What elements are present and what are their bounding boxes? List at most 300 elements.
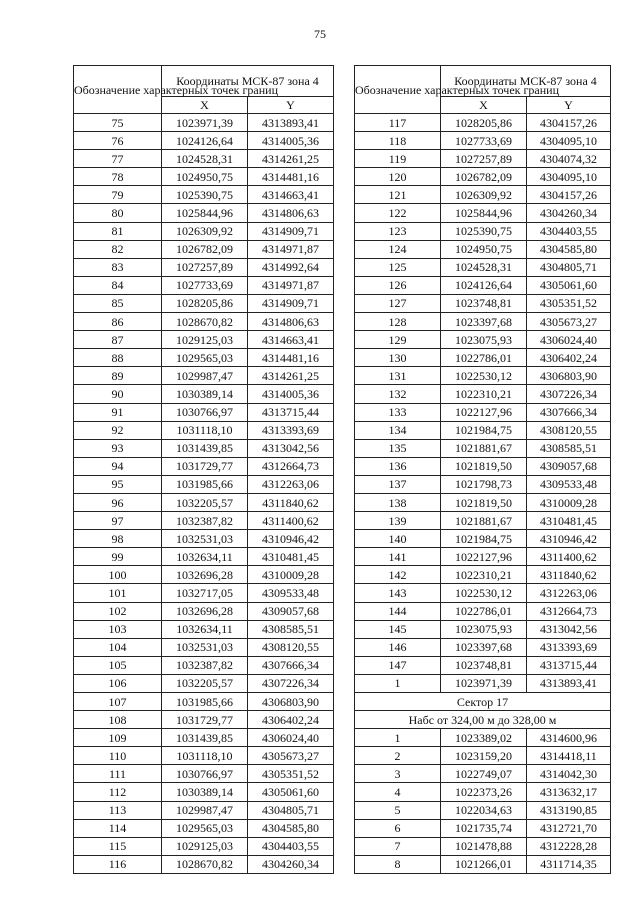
y-coordinate: 4305673,27 [527,313,611,331]
table-row [74,656,334,674]
x-coordinate: 1023971,39 [441,674,527,692]
table-row [74,421,334,439]
y-coordinate: 4304095,10 [527,132,611,150]
point-number: 121 [355,186,441,204]
point-number: 109 [74,729,162,747]
y-coordinate: 4307666,34 [527,403,611,421]
point-number: 77 [74,150,162,168]
y-coordinate: 4308585,51 [527,439,611,457]
x-coordinate: 1022786,01 [441,349,527,367]
section-subtitle: Набс от 324,00 м до 328,00 м [355,711,611,729]
header-coordinates: Координаты МСК-87 зона 4 [441,66,611,97]
y-coordinate: 4306024,40 [248,729,334,747]
table-row [74,530,334,548]
point-number: 134 [355,421,441,439]
table-row [74,132,334,150]
table-row [355,638,611,656]
point-number: 112 [74,783,162,801]
x-coordinate: 1022127,96 [441,548,527,566]
table-row [355,747,611,765]
x-coordinate: 1031439,85 [162,439,248,457]
x-coordinate: 1024950,75 [441,240,527,258]
x-coordinate: 1022749,07 [441,765,527,783]
y-coordinate: 4313715,44 [527,656,611,674]
point-number: 113 [74,801,162,819]
table-row [355,186,611,204]
left-table-body [74,114,334,874]
point-number: 101 [74,584,162,602]
table-row [355,620,611,638]
x-coordinate: 1022373,26 [441,783,527,801]
x-coordinate: 1031985,66 [162,475,248,493]
table-row [355,457,611,475]
point-number: 147 [355,656,441,674]
table-row [355,837,611,855]
y-coordinate: 4304805,71 [248,801,334,819]
point-number: 126 [355,276,441,294]
point-number: 141 [355,548,441,566]
y-coordinate: 4304585,80 [248,819,334,837]
point-number: 144 [355,602,441,620]
header-x: X [162,97,248,114]
table-row [74,222,334,240]
point-number: 120 [355,168,441,186]
x-coordinate: 1025390,75 [162,186,248,204]
y-coordinate: 4313393,69 [248,421,334,439]
point-number: 136 [355,457,441,475]
x-coordinate: 1027257,89 [441,150,527,168]
x-coordinate: 1032387,82 [162,512,248,530]
point-number: 130 [355,349,441,367]
y-coordinate: 4304585,80 [527,240,611,258]
y-coordinate: 4309057,68 [527,457,611,475]
point-number: 131 [355,367,441,385]
x-coordinate: 1030766,97 [162,765,248,783]
x-coordinate: 1032531,03 [162,530,248,548]
y-coordinate: 4311400,62 [527,548,611,566]
x-coordinate: 1024126,64 [441,276,527,294]
table-row [74,493,334,511]
x-coordinate: 1028205,86 [441,114,527,132]
point-number: 100 [74,566,162,584]
point-number: 87 [74,331,162,349]
point-number: 146 [355,638,441,656]
table-row [74,186,334,204]
table-row [74,457,334,475]
y-coordinate: 4314663,41 [248,331,334,349]
y-coordinate: 4304403,55 [527,222,611,240]
table-row [74,602,334,620]
header-designation: Обозначение характерных точек границ [355,66,441,114]
y-coordinate: 4314261,25 [248,367,334,385]
point-number: 116 [74,855,162,873]
point-number: 106 [74,674,162,692]
y-coordinate: 4314971,87 [248,240,334,258]
x-coordinate: 1031118,10 [162,747,248,765]
section-title-row [355,693,611,711]
table-row [74,204,334,222]
x-coordinate: 1032634,11 [162,548,248,566]
point-number: 108 [74,711,162,729]
x-coordinate: 1023971,39 [162,114,248,132]
x-coordinate: 1026782,09 [162,240,248,258]
y-coordinate: 4311714,35 [527,855,611,873]
table-row [74,566,334,584]
y-coordinate: 4306402,24 [248,711,334,729]
table-row [74,548,334,566]
table-row [355,512,611,530]
point-number: 76 [74,132,162,150]
y-coordinate: 4310009,28 [527,493,611,511]
x-coordinate: 1029125,03 [162,837,248,855]
x-coordinate: 1021266,01 [441,855,527,873]
y-coordinate: 4314909,71 [248,294,334,312]
y-coordinate: 4311840,62 [248,493,334,511]
y-coordinate: 4306803,90 [248,693,334,711]
x-coordinate: 1023397,68 [441,638,527,656]
table-row [74,439,334,457]
point-number: 75 [74,114,162,132]
point-number: 1 [355,729,441,747]
point-number: 92 [74,421,162,439]
x-coordinate: 1031439,85 [162,729,248,747]
point-number: 96 [74,493,162,511]
y-coordinate: 4314005,36 [248,132,334,150]
section-title: Сектор 17 [355,693,611,711]
x-coordinate: 1021881,67 [441,439,527,457]
y-coordinate: 4310481,45 [527,512,611,530]
point-number: 88 [74,349,162,367]
point-number: 143 [355,584,441,602]
table-row [355,367,611,385]
x-coordinate: 1021984,75 [441,530,527,548]
table-row [74,819,334,837]
y-coordinate: 4309533,48 [248,584,334,602]
table-row [74,729,334,747]
x-coordinate: 1028670,82 [162,313,248,331]
x-coordinate: 1029565,03 [162,819,248,837]
table-row [355,313,611,331]
y-coordinate: 4304403,55 [248,837,334,855]
point-number: 117 [355,114,441,132]
y-coordinate: 4313190,85 [527,801,611,819]
y-coordinate: 4310946,42 [248,530,334,548]
table-row [74,240,334,258]
x-coordinate: 1030766,97 [162,403,248,421]
x-coordinate: 1021881,67 [441,512,527,530]
y-coordinate: 4313632,17 [527,783,611,801]
x-coordinate: 1027733,69 [162,276,248,294]
point-number: 81 [74,222,162,240]
table-row [355,168,611,186]
point-number: 5 [355,801,441,819]
point-number: 137 [355,475,441,493]
x-coordinate: 1022530,12 [441,367,527,385]
table-row [355,421,611,439]
point-number: 139 [355,512,441,530]
y-coordinate: 4304260,34 [527,204,611,222]
y-coordinate: 4304157,26 [527,114,611,132]
table-row [74,313,334,331]
table-row [355,240,611,258]
y-coordinate: 4312664,73 [248,457,334,475]
y-coordinate: 4308120,55 [248,638,334,656]
table-row [74,747,334,765]
x-coordinate: 1022530,12 [441,584,527,602]
x-coordinate: 1022127,96 [441,403,527,421]
y-coordinate: 4304157,26 [527,186,611,204]
y-coordinate: 4309533,48 [527,475,611,493]
point-number: 4 [355,783,441,801]
x-coordinate: 1023159,20 [441,747,527,765]
table-row [355,475,611,493]
x-coordinate: 1023075,93 [441,620,527,638]
point-number: 80 [74,204,162,222]
y-coordinate: 4314600,96 [527,729,611,747]
point-number: 84 [74,276,162,294]
x-coordinate: 1032531,03 [162,638,248,656]
coordinates-table-right [354,65,611,874]
x-coordinate: 1029125,03 [162,331,248,349]
x-coordinate: 1023397,68 [441,313,527,331]
y-coordinate: 4313715,44 [248,403,334,421]
x-coordinate: 1023748,81 [441,656,527,674]
x-coordinate: 1021735,74 [441,819,527,837]
right-table-body [355,114,611,874]
point-number: 140 [355,530,441,548]
table-row [74,367,334,385]
y-coordinate: 4314005,36 [248,385,334,403]
point-number: 83 [74,258,162,276]
y-coordinate: 4314992,64 [248,258,334,276]
header-designation: Обозначение характерных точек границ [74,66,162,114]
y-coordinate: 4314971,87 [248,276,334,294]
table-row [74,855,334,873]
header-coordinates: Координаты МСК-87 зона 4 [162,66,334,97]
y-coordinate: 4314909,71 [248,222,334,240]
point-number: 115 [74,837,162,855]
header-x: X [441,97,527,114]
point-number: 127 [355,294,441,312]
x-coordinate: 1024528,31 [162,150,248,168]
table-row [355,729,611,747]
point-number: 111 [74,765,162,783]
x-coordinate: 1026309,92 [441,186,527,204]
point-number: 105 [74,656,162,674]
table-row [74,294,334,312]
x-coordinate: 1022034,63 [441,801,527,819]
point-number: 1 [355,674,441,692]
x-coordinate: 1029987,47 [162,367,248,385]
y-coordinate: 4306402,24 [527,349,611,367]
y-coordinate: 4305061,60 [248,783,334,801]
x-coordinate: 1024950,75 [162,168,248,186]
point-number: 85 [74,294,162,312]
table-row [355,493,611,511]
y-coordinate: 4307226,34 [527,385,611,403]
x-coordinate: 1027257,89 [162,258,248,276]
table-row [355,132,611,150]
x-coordinate: 1031729,77 [162,711,248,729]
y-coordinate: 4314806,63 [248,313,334,331]
coordinates-table-left [73,65,334,874]
table-row [355,204,611,222]
header-y: Y [527,97,611,114]
x-coordinate: 1031118,10 [162,421,248,439]
page-number: 75 [314,27,326,41]
y-coordinate: 4312263,06 [527,584,611,602]
table-row [355,819,611,837]
point-number: 142 [355,566,441,584]
point-number: 90 [74,385,162,403]
x-coordinate: 1024126,64 [162,132,248,150]
y-coordinate: 4304095,10 [527,168,611,186]
y-coordinate: 4314481,16 [248,168,334,186]
y-coordinate: 4314261,25 [248,150,334,168]
table-row [355,114,611,132]
table-row [74,638,334,656]
x-coordinate: 1022786,01 [441,602,527,620]
point-number: 95 [74,475,162,493]
point-number: 102 [74,602,162,620]
y-coordinate: 4306024,40 [527,331,611,349]
point-number: 78 [74,168,162,186]
x-coordinate: 1026309,92 [162,222,248,240]
point-number: 98 [74,530,162,548]
table-row [74,114,334,132]
x-coordinate: 1032717,05 [162,584,248,602]
table-row [74,765,334,783]
y-coordinate: 4309057,68 [248,602,334,620]
point-number: 99 [74,548,162,566]
table-row [74,276,334,294]
table-row [355,566,611,584]
x-coordinate: 1028205,86 [162,294,248,312]
y-coordinate: 4305061,60 [527,276,611,294]
table-row [355,294,611,312]
x-coordinate: 1025390,75 [441,222,527,240]
x-coordinate: 1021478,88 [441,837,527,855]
section-subtitle-row [355,711,611,729]
x-coordinate: 1021984,75 [441,421,527,439]
y-coordinate: 4306803,90 [527,367,611,385]
point-number: 135 [355,439,441,457]
point-number: 86 [74,313,162,331]
y-coordinate: 4308585,51 [248,620,334,638]
x-coordinate: 1025844,96 [162,204,248,222]
y-coordinate: 4313893,41 [527,674,611,692]
table-row [355,258,611,276]
y-coordinate: 4307226,34 [248,674,334,692]
table-row [74,512,334,530]
y-coordinate: 4304074,32 [527,150,611,168]
table-row [74,620,334,638]
x-coordinate: 1021819,50 [441,493,527,511]
point-number: 93 [74,439,162,457]
point-number: 8 [355,855,441,873]
x-coordinate: 1023389,02 [441,729,527,747]
y-coordinate: 4304260,34 [248,855,334,873]
x-coordinate: 1028670,82 [162,855,248,873]
point-number: 79 [74,186,162,204]
point-number: 6 [355,819,441,837]
x-coordinate: 1029987,47 [162,801,248,819]
point-number: 2 [355,747,441,765]
y-coordinate: 4311400,62 [248,512,334,530]
point-number: 145 [355,620,441,638]
table-row [355,548,611,566]
table-row [355,385,611,403]
y-coordinate: 4312263,06 [248,475,334,493]
point-number: 7 [355,837,441,855]
table-row [355,222,611,240]
point-number: 91 [74,403,162,421]
x-coordinate: 1032696,28 [162,602,248,620]
table-row [74,584,334,602]
table-row [74,711,334,729]
x-coordinate: 1024528,31 [441,258,527,276]
x-coordinate: 1031985,66 [162,693,248,711]
x-coordinate: 1032634,11 [162,620,248,638]
x-coordinate: 1025844,96 [441,204,527,222]
point-number: 89 [74,367,162,385]
table-row [355,855,611,873]
y-coordinate: 4305351,52 [527,294,611,312]
table-row [74,331,334,349]
y-coordinate: 4313393,69 [527,638,611,656]
table-row [74,837,334,855]
table-row [355,276,611,294]
point-number: 3 [355,765,441,783]
x-coordinate: 1027733,69 [441,132,527,150]
table-row [355,765,611,783]
x-coordinate: 1021819,50 [441,457,527,475]
x-coordinate: 1022310,21 [441,566,527,584]
y-coordinate: 4310481,45 [248,548,334,566]
point-number: 107 [74,693,162,711]
table-row [74,168,334,186]
y-coordinate: 4314418,11 [527,747,611,765]
x-coordinate: 1029565,03 [162,349,248,367]
point-number: 97 [74,512,162,530]
table-row [74,349,334,367]
table-row [355,801,611,819]
point-number: 119 [355,150,441,168]
table-row [355,150,611,168]
header-y: Y [248,97,334,114]
table-row [355,602,611,620]
point-number: 123 [355,222,441,240]
y-coordinate: 4314042,30 [527,765,611,783]
x-coordinate: 1030389,14 [162,783,248,801]
point-number: 125 [355,258,441,276]
y-coordinate: 4312721,70 [527,819,611,837]
table-row [355,403,611,421]
point-number: 94 [74,457,162,475]
point-number: 122 [355,204,441,222]
x-coordinate: 1032205,57 [162,674,248,692]
table-row [74,150,334,168]
table-row [74,783,334,801]
table-row [355,783,611,801]
point-number: 104 [74,638,162,656]
y-coordinate: 4312664,73 [527,602,611,620]
y-coordinate: 4304805,71 [527,258,611,276]
point-number: 118 [355,132,441,150]
y-coordinate: 4307666,34 [248,656,334,674]
table-row [355,439,611,457]
y-coordinate: 4313042,56 [527,620,611,638]
